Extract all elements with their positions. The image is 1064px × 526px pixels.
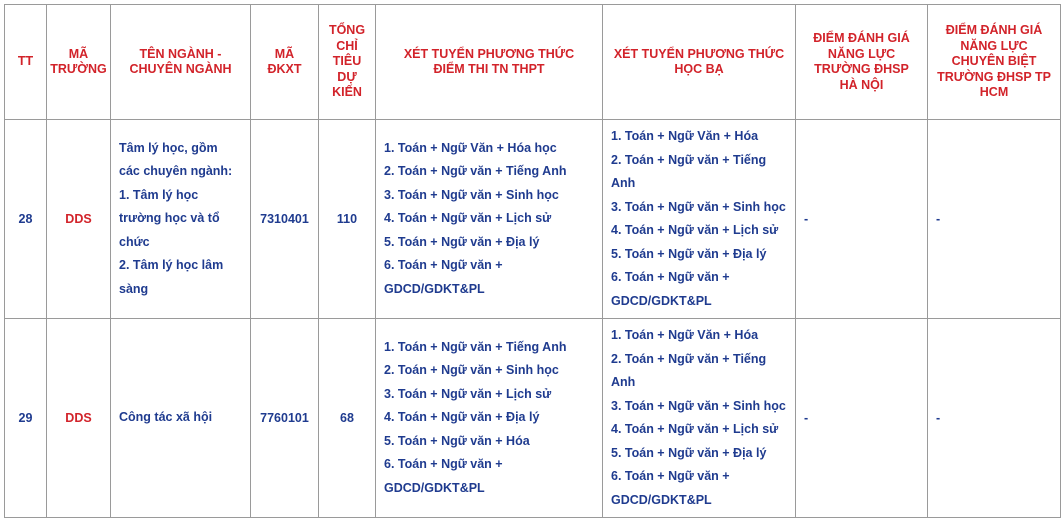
header-quota: TỔNG CHỈ TIÊU DỰ KIẾN	[319, 5, 376, 120]
table-row	[5, 319, 1061, 518]
row-quota: 68	[319, 319, 376, 518]
row-admission-code: 7760101	[251, 319, 319, 518]
header-admission-code: MÃ ĐKXT	[251, 5, 319, 120]
row-school-code: DDS	[47, 120, 111, 319]
row-thpt-combinations: 1. Toán + Ngữ Văn + Hóa học 2. Toán + Ngữ văn + Tiếng Anh 3. Toán + Ngữ văn + Sinh học 4. Toán + Ngữ văn + Lịch sử 5. Toán + Ngữ văn + Địa lý 6. Toán + Ngữ văn + GDCD/GDKT&PL	[376, 120, 603, 319]
row-quota: 110	[319, 120, 376, 319]
row-thpt-combinations: 1. Toán + Ngữ văn + Tiếng Anh 2. Toán + Ngữ văn + Sinh học 3. Toán + Ngữ văn + Lịch sử 4. Toán + Ngữ văn + Địa lý 5. Toán + Ngữ văn + Hóa 6. Toán + Ngữ văn + GDCD/GDKT&PL	[376, 319, 603, 518]
row-hocba-combinations: 1. Toán + Ngữ Văn + Hóa 2. Toán + Ngữ văn + Tiếng Anh 3. Toán + Ngữ văn + Sinh học 4. Toán + Ngữ văn + Lịch sử 5. Toán + Ngữ văn + Địa lý 6. Toán + Ngữ văn + GDCD/GDKT&PL	[603, 120, 796, 319]
header-hanoi-assessment: ĐIỂM ĐÁNH GIÁ NĂNG LỰC TRƯỜNG ĐHSP HÀ NỘI	[796, 5, 928, 120]
header-major-name: TÊN NGÀNH - CHUYÊN NGÀNH	[111, 5, 251, 120]
row-admission-code: 7310401	[251, 120, 319, 319]
row-tt: 28	[5, 120, 47, 319]
header-hcm-assessment: ĐIỂM ĐÁNH GIÁ NĂNG LỰC CHUYÊN BIỆT TRƯỜNG ĐHSP TP HCM	[928, 5, 1061, 120]
row-tt: 29	[5, 319, 47, 518]
row-hanoi-assessment: -	[796, 319, 928, 518]
header-tt: TT	[5, 5, 47, 120]
admission-table-container	[4, 4, 1061, 518]
row-hcm-assessment: -	[928, 120, 1061, 319]
header-thpt-method: XÉT TUYỂN PHƯƠNG THỨC ĐIỂM THI TN THPT	[376, 5, 603, 120]
row-major-name: Công tác xã hội	[111, 319, 251, 518]
row-hanoi-assessment: -	[796, 120, 928, 319]
table-row	[5, 120, 1061, 319]
header-row	[5, 5, 1061, 120]
admission-table	[4, 4, 1061, 518]
header-school-code: MÃ TRƯỜNG	[47, 5, 111, 120]
row-hocba-combinations: 1. Toán + Ngữ Văn + Hóa 2. Toán + Ngữ văn + Tiếng Anh 3. Toán + Ngữ văn + Sinh học 4. Toán + Ngữ văn + Lịch sử 5. Toán + Ngữ văn + Địa lý 6. Toán + Ngữ văn + GDCD/GDKT&PL	[603, 319, 796, 518]
row-school-code: DDS	[47, 319, 111, 518]
row-major-name: Tâm lý học, gồm các chuyên ngành: 1. Tâm lý học trường học và tổ chức 2. Tâm lý học lâm sàng	[111, 120, 251, 319]
header-hocba-method: XÉT TUYỂN PHƯƠNG THỨC HỌC BẠ	[603, 5, 796, 120]
row-hcm-assessment: -	[928, 319, 1061, 518]
